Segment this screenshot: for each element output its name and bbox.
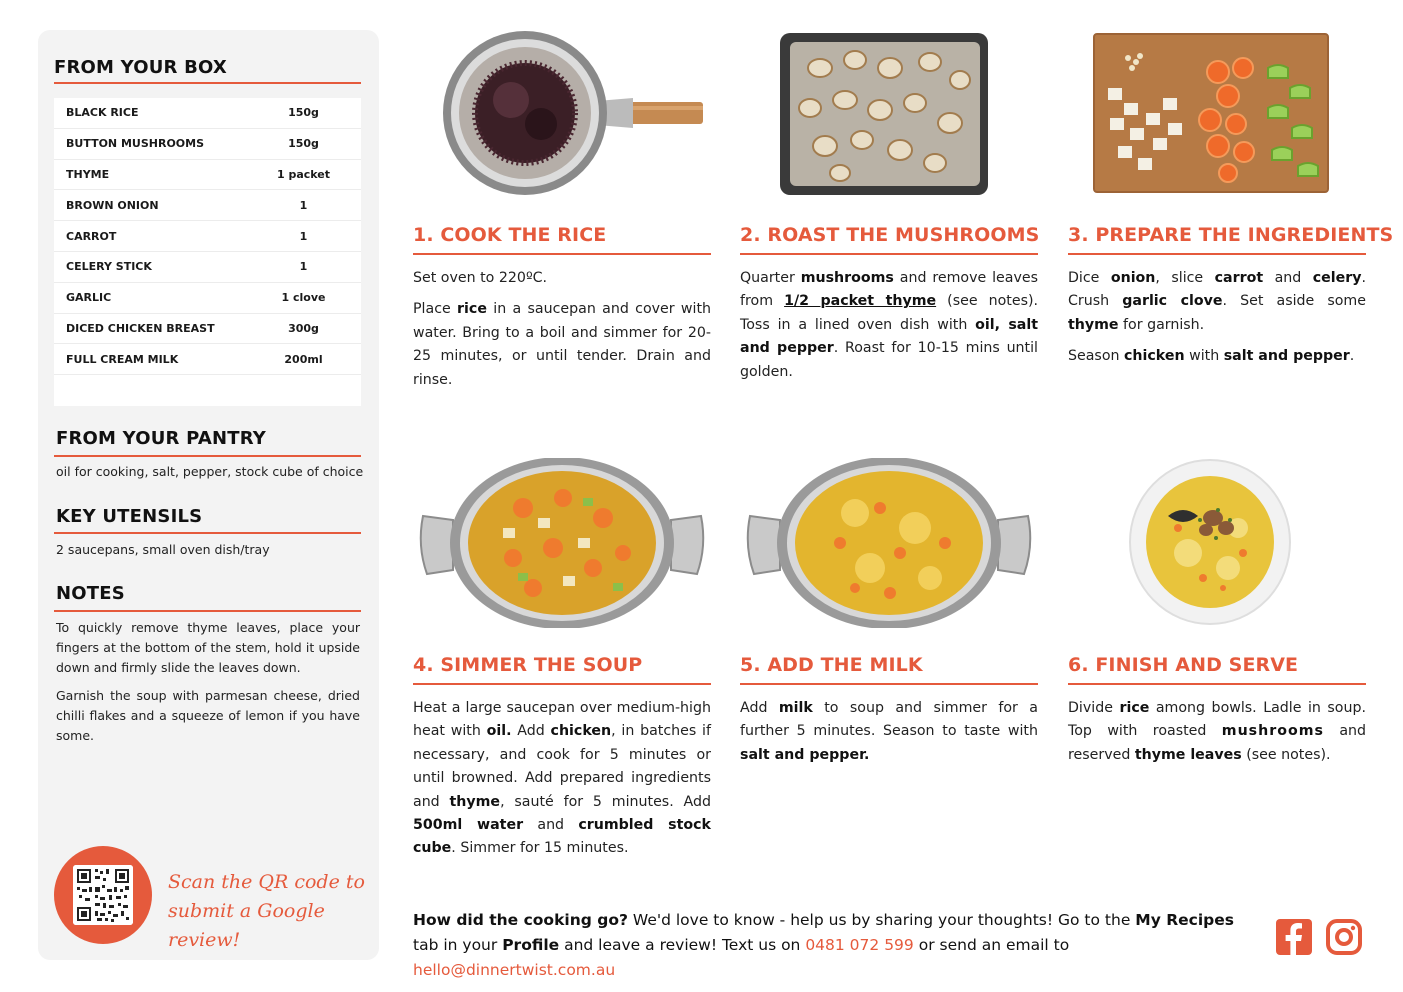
ingredient-row (54, 160, 361, 191)
from-your-box-title: FROM YOUR BOX (54, 57, 227, 78)
step-title: 6. FINISH AND SERVE (1068, 654, 1299, 676)
step-body (1068, 267, 1366, 377)
ingredient-row (54, 221, 361, 252)
step-paragraph: Dice onion, slice carrot and celery. Crush garlic clove. Set aside some thyme for garnish. (1068, 270, 1366, 333)
pantry-text: oil for cooking, salt, pepper, stock cube of choice (56, 464, 364, 479)
ingredient-name: FULL CREAM MILK (66, 352, 179, 366)
chopped-vegetables-board-image (1068, 28, 1366, 198)
step-body (413, 697, 711, 869)
divider (413, 253, 711, 255)
step-paragraph: Season chicken with salt and pepper. (1068, 348, 1355, 365)
ingredient-qty: 300g (288, 321, 319, 335)
step-body (413, 267, 711, 400)
phone-link[interactable]: 0481 072 599 (805, 936, 914, 954)
creamy-soup-pot-image (740, 458, 1038, 628)
feedback-footer: How did the cooking go? We'd love to know - help us by sharing your thoughts! Go to the My Recipes tab in your Profile and leave a review! Text us on 0481 072 599 or send an email to hello@dinnertwist.com.au (413, 911, 1234, 979)
divider (1068, 253, 1366, 255)
divider (54, 532, 361, 534)
ingredient-name: CARROT (66, 229, 117, 243)
step-title: 3. PREPARE THE INGREDIENTS (1068, 224, 1394, 246)
divider (740, 683, 1038, 685)
step-title: 2. ROAST THE MUSHROOMS (740, 224, 1040, 246)
ingredient-qty: 1 clove (281, 291, 326, 305)
divider (413, 683, 711, 685)
divider (54, 610, 361, 612)
note-paragraph: To quickly remove thyme leaves, place your fingers at the bottom of the stem, hold it upside down and firmly slide the leaves down. (56, 620, 360, 675)
divider (1068, 683, 1366, 685)
soup-bowl-image (1068, 458, 1366, 628)
notes-title: NOTES (56, 583, 125, 604)
facebook-icon[interactable] (1276, 919, 1312, 955)
sidebar-panel (38, 30, 379, 960)
step-body (1068, 697, 1366, 775)
qr-text-line: Scan the QR code to (168, 871, 365, 893)
utensils-text: 2 saucepans, small oven dish/tray (56, 542, 270, 557)
step-paragraph: Quarter mushrooms and remove leaves from 1/2 packet thyme (see notes). Toss in a lined oven dish with oil, salt and pepper. Roast for 10-15 mins until golden. (740, 270, 1039, 380)
step-paragraph: Heat a large saucepan over medium-high heat with oil. Add chicken, in batches if necessary, and cook for 5 minutes or until browned. Add prepared ingredients and thyme, sauté for 5 minutes. Add 500ml water and crumbled stock cube. Simmer for 15 minutes. (413, 700, 711, 857)
step-paragraph: Place rice in a saucepan and cover with water. Bring to a boil and simmer for 20-25 minutes, or until tender. Drain and rinse. (413, 301, 712, 388)
utensils-title: KEY UTENSILS (56, 506, 203, 527)
ingredients-table (54, 98, 361, 406)
step-body (740, 267, 1038, 392)
qr-badge[interactable] (54, 846, 152, 944)
step-paragraph: Divide rice among bowls. Ladle in soup. Top with roasted mushrooms and reserved thyme leaves (see notes). (1068, 700, 1367, 763)
step-paragraph: Add milk to soup and simmer for a further 5 minutes. Season to taste with salt and pepper. (740, 700, 1038, 763)
ingredient-qty: 1 (299, 260, 308, 274)
ingredient-qty: 1 packet (276, 167, 331, 181)
ingredient-row (54, 344, 361, 375)
ingredient-name: DICED CHICKEN BREAST (66, 321, 215, 335)
ingredient-row (54, 283, 361, 314)
ingredient-qty: 150g (288, 106, 319, 120)
ingredient-name: BROWN ONION (66, 198, 159, 212)
ingredient-qty: 1 (299, 198, 308, 212)
soup-pot-image (413, 458, 711, 628)
ingredient-name: CELERY STICK (66, 260, 152, 274)
ingredient-qty: 1 (299, 229, 308, 243)
email-link[interactable]: hello@dinnertwist.com.au (413, 961, 616, 979)
divider (740, 253, 1038, 255)
instagram-icon[interactable] (1326, 919, 1362, 955)
step-title: 1. COOK THE RICE (413, 224, 607, 246)
ingredient-name: BUTTON MUSHROOMS (66, 137, 205, 151)
ingredient-name: THYME (66, 167, 110, 181)
step-paragraph: Set oven to 220ºC. (413, 270, 548, 286)
step-title: 4. SIMMER THE SOUP (413, 654, 643, 676)
rice-in-sieve-image (413, 28, 711, 198)
ingredient-row (54, 98, 361, 129)
ingredient-qty: 200ml (284, 352, 323, 366)
note-paragraph: Garnish the soup with parmesan cheese, dried chilli flakes and a squeeze of lemon if you have some. (56, 688, 360, 743)
pantry-title: FROM YOUR PANTRY (56, 428, 266, 449)
qr-text-line: submit a Google review! (168, 900, 325, 951)
mushrooms-tray-image (740, 28, 1038, 198)
qr-review-text (168, 868, 368, 955)
ingredient-row (54, 252, 361, 283)
divider (54, 455, 361, 457)
ingredient-name: BLACK RICE (66, 106, 139, 120)
divider (54, 82, 361, 84)
step-body (740, 697, 1038, 775)
ingredient-name: GARLIC (66, 291, 112, 305)
ingredient-row (54, 314, 361, 345)
qr-code-icon[interactable] (73, 865, 133, 925)
ingredient-qty: 150g (288, 137, 319, 151)
ingredient-row (54, 190, 361, 221)
ingredient-row (54, 129, 361, 160)
step-title: 5. ADD THE MILK (740, 654, 923, 676)
